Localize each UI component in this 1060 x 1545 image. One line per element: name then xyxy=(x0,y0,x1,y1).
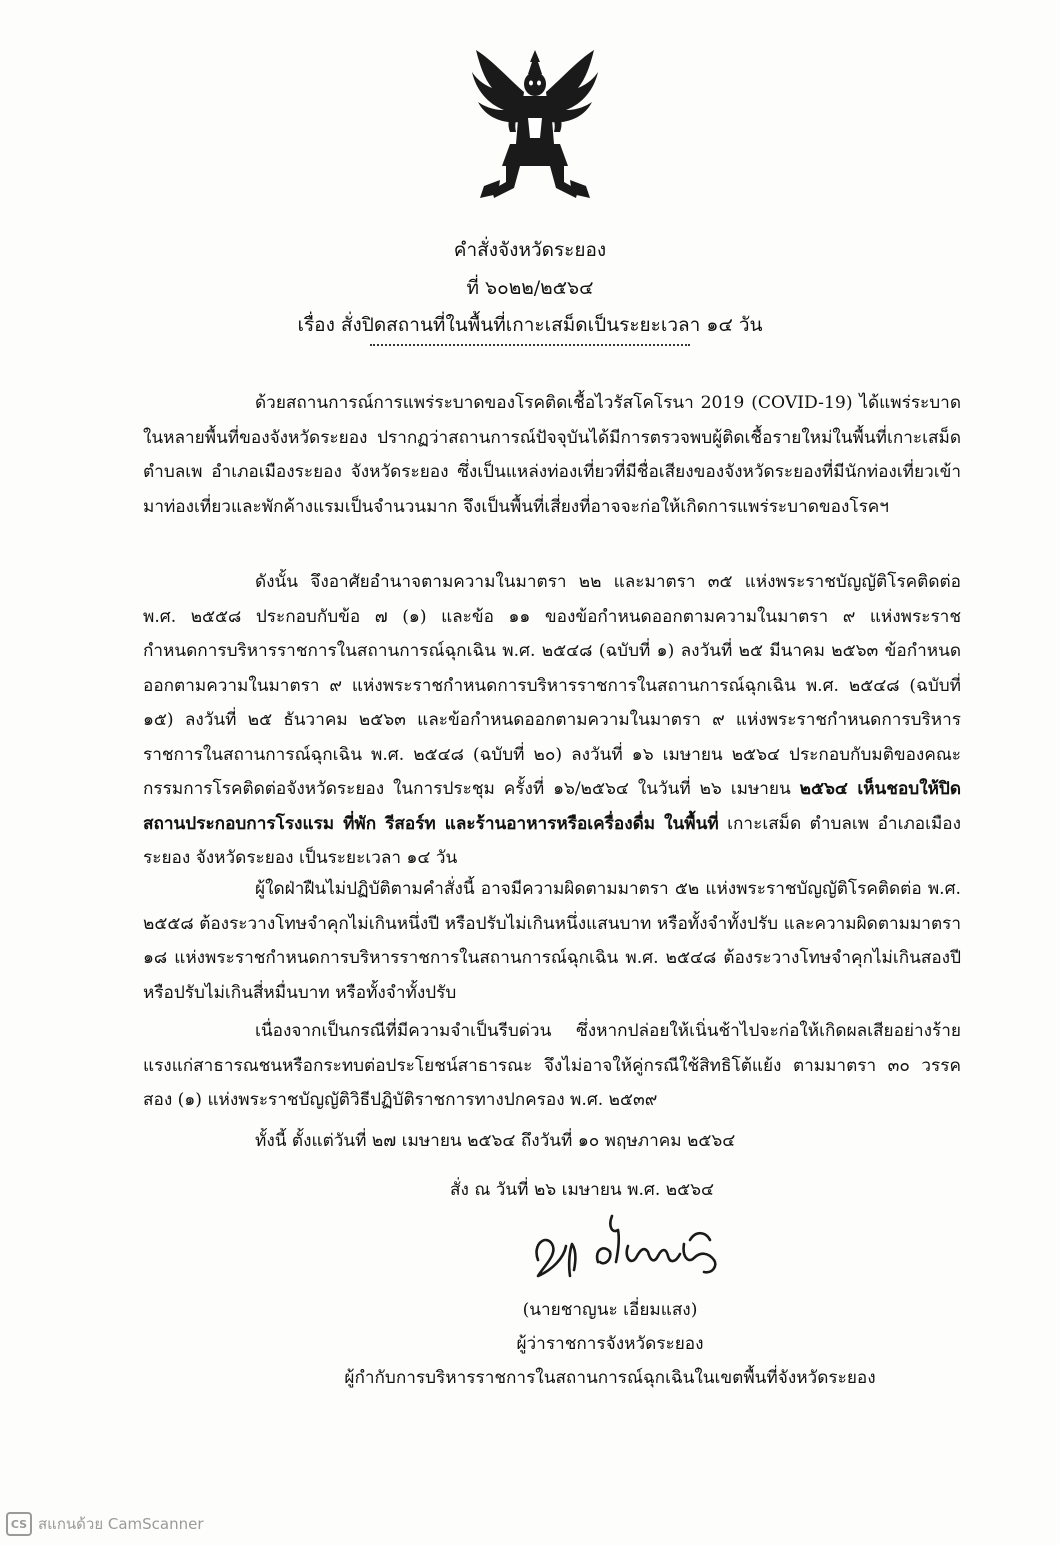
signer-name: (นายชาญนะ เอี่ยมแสง) xyxy=(522,1300,698,1320)
paragraph-authority xyxy=(143,565,962,868)
order-date: สั่ง ณ วันที่ ๒๖ เมษายน พ.ศ. ๒๕๖๔ xyxy=(450,1180,715,1200)
paragraph-effective-period: ทั้งนี้ ตั้งแต่วันที่ ๒๗ เมษายน ๒๕๖๔ ถึงวันที่ ๑๐ พฤษภาคม ๒๕๖๔ xyxy=(255,1131,736,1151)
paragraph-penalty: ผู้ใดฝ่าฝืนไม่ปฏิบัติตามคำสั่งนี้ อาจมีความผิดตามมาตรา ๕๒ แห่งพระราชบัญญัติโรคติดต่อ พ.ศ. ๒๕๕๘ ต้องระวางโทษจำคุกไม่เกินหนึ่งปี หรือปรับไม่เกินหนึ่งแสนบาท หรือทั้งจำทั้งปรับ และความผิดตามมาตรา ๑๘ แห่งพระราชกำหนดการบริหารราชการในสถานการณ์ฉุกเฉิน พ.ศ. ๒๕๔๘ ต้องระวางโทษจำคุกไม่เกินสองปี หรือปรับไม่เกินสี่หมื่นบาท หรือทั้งจำทั้งปรับ xyxy=(143,879,961,1003)
signer-secondary-position: ผู้กำกับการบริหารราชการในสถานการณ์ฉุกเฉินในเขตพื้นที่จังหวัดระยอง xyxy=(344,1368,876,1388)
handwritten-signature xyxy=(508,1200,748,1290)
camscanner-watermark xyxy=(6,1512,204,1536)
order-subject: เรื่อง สั่งปิดสถานที่ในพื้นที่เกาะเสม็ดเป็นระยะเวลา ๑๔ วัน xyxy=(297,314,763,336)
order-title: คำสั่งจังหวัดระยอง xyxy=(453,239,607,261)
order-number: ที่ ๖๐๒๒/๒๕๖๔ xyxy=(466,277,594,299)
camscanner-logo-icon: CS xyxy=(6,1512,32,1536)
garuda-emblem xyxy=(470,48,600,200)
dotted-separator xyxy=(370,344,690,346)
watermark-text: สแกนด้วย CamScanner xyxy=(38,1515,204,1533)
authority-text: ดังนั้น จึงอาศัยอำนาจตามความในมาตรา ๒๒ และมาตรา ๓๕ แห่งพระราชบัญญัติโรคติดต่อ พ.ศ. ๒๕๕๘ ประกอบกับข้อ ๗ (๑) และข้อ ๑๑ ของข้อกำหนดออกตามความในมาตรา ๙ แห่งพระราชกำหนดการบริหารราชการในสถานการณ์ฉุกเฉิน พ.ศ. ๒๕๔๘ (ฉบับที่ ๑) ลงวันที่ ๒๕ มีนาคม ๒๕๖๓ ข้อกำหนดออกตามความในมาตรา ๙ แห่งพระราชกำหนดการบริหารราชการในสถานการณ์ฉุกเฉิน พ.ศ. ๒๕๔๘ (ฉบับที่ ๑๕) ลงวันที่ ๒๕ ธันวาคม ๒๕๖๓ และข้อกำหนดออกตามความในมาตรา ๙ แห่งพระราชกำหนดการบริหารราชการในสถานการณ์ฉุกเฉิน พ.ศ. ๒๕๔๘ (ฉบับที่ ๒๐) ลงวันที่ ๑๖ เมษายน ๒๕๖๔ ประกอบกับมติของคณะกรรมการโรคติดต่อจังหวัดระยอง ในการประชุม ครั้งที่ ๑๖/๒๕๖๔ ในวันที่ ๒๖ เมษายน xyxy=(143,572,961,799)
authority-resolution-bold: ๒๕๖๔ เห็นชอบให้ปิดสถานประกอบการโรงแรม ที่พัก รีสอร์ท และร้านอาหารหรือเครื่องดื่ม ในพื้นที่ xyxy=(143,779,961,834)
paragraph-urgency: เนื่องจากเป็นกรณีที่มีความจำเป็นรีบด่วน ซึ่งหากปล่อยให้เนิ่นช้าไปจะก่อให้เกิดผลเสียอย่างร้ายแรงแก่สาธารณชนหรือกระทบต่อประโยชน์สาธารณะ จึงไม่อาจให้คู่กรณีใช้สิทธิโต้แย้ง ตามมาตรา ๓๐ วรรคสอง (๑) แห่งพระราชบัญญัติวิธีปฏิบัติราชการทางปกครอง พ.ศ. ๒๕๓๙ xyxy=(143,1021,961,1110)
authority-location: เกาะเสม็ด ตำบลเพ อำเภอเมืองระยอง จังหวัดระยอง เป็นระยะเวลา ๑๔ วัน xyxy=(143,813,962,868)
signer-position: ผู้ว่าราชการจังหวัดระยอง xyxy=(516,1334,704,1354)
paragraph-background: ด้วยสถานการณ์การแพร่ระบาดของโรคติดเชื้อไวรัสโคโรนา 2019 (COVID-19) ได้แพร่ระบาดในหลายพื้นที่ของจังหวัดระยอง ปรากฏว่าสถานการณ์ปัจจุบันได้มีการตรวจพบผู้ติดเชื้อรายใหม่ในพื้นที่เกาะเสม็ด ตำบลเพ อำเภอเมืองระยอง จังหวัดระยอง ซึ่งเป็นแหล่งท่องเที่ยวที่มีชื่อเสียงของจังหวัดระยองที่มีนักท่องเที่ยวเข้ามาท่องเที่ยวและพักค้างแรมเป็นจำนวนมาก จึงเป็นพื้นที่เสี่ยงที่อาจจะก่อให้เกิดการแพร่ระบาดของโรคฯ xyxy=(143,393,961,517)
